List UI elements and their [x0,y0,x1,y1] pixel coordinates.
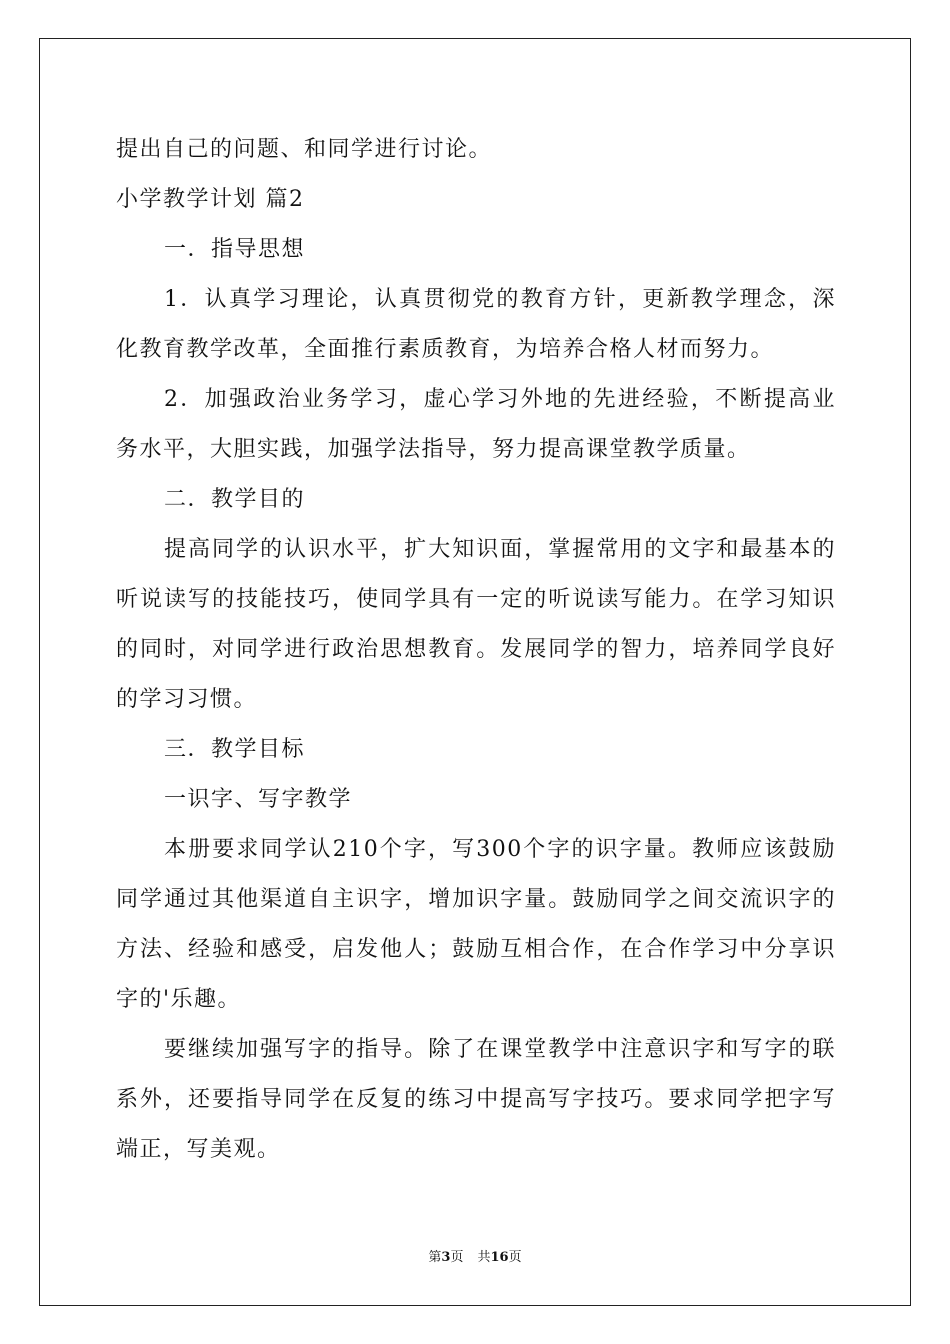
footer-prefix: 第 [428,1250,442,1265]
current-page-number: 3 [441,1250,451,1265]
page-footer [0,1246,950,1265]
footer-page-suffix: 页 [450,1250,464,1265]
text-line: 本册要求同学认210个字，写300个字的识字量。教师应该鼓励 [164,837,836,862]
text-line: 一．指导思想 [164,237,306,262]
text-line: 小学教学计划 篇2 [116,187,305,212]
text-line: 字的'乐趣。 [116,987,242,1012]
text-line: 一识字、写字教学 [164,787,353,812]
text-line: 化教育教学改革，全面推行素质教育，为培养合格人材而努力。 [116,337,775,362]
document-body [116,130,836,1180]
text-line: 三．教学目标 [164,737,306,762]
text-line: 听说读写的技能技巧，使同学具有一定的听说读写能力。在学习知识 [116,587,836,612]
footer-total-prefix: 共 [477,1250,491,1265]
total-pages-number: 16 [490,1250,509,1265]
text-line: 的同时，对同学进行政治思想教育。发展同学的智力，培养同学良好 [116,637,836,662]
text-line: 提出自己的问题、和同学进行讨论。 [116,137,493,162]
text-line: 2．加强政治业务学习，虚心学习外地的先进经验，不断提高业 [164,387,836,412]
text-line: 提高同学的认识水平，扩大知识面，掌握常用的文字和最基本的 [164,537,836,562]
text-line: 同学通过其他渠道自主识字，增加识字量。鼓励同学之间交流识字的 [116,887,836,912]
text-line: 1．认真学习理论，认真贯彻党的教育方针，更新教学理念，深 [164,287,836,312]
footer-total-suffix: 页 [508,1250,522,1265]
text-line: 方法、经验和感受，启发他人；鼓励互相合作，在合作学习中分享识 [116,937,836,962]
text-line: 要继续加强写字的指导。除了在课堂教学中注意识字和写字的联 [164,1037,836,1062]
text-line: 务水平，大胆实践，加强学法指导，努力提高课堂教学质量。 [116,437,751,462]
text-line: 端正，写美观。 [116,1137,281,1162]
text-line: 系外，还要指导同学在反复的练习中提高写字技巧。要求同学把字写 [116,1087,836,1112]
text-line: 二．教学目的 [164,487,306,512]
text-line: 的学习习惯。 [116,687,258,712]
